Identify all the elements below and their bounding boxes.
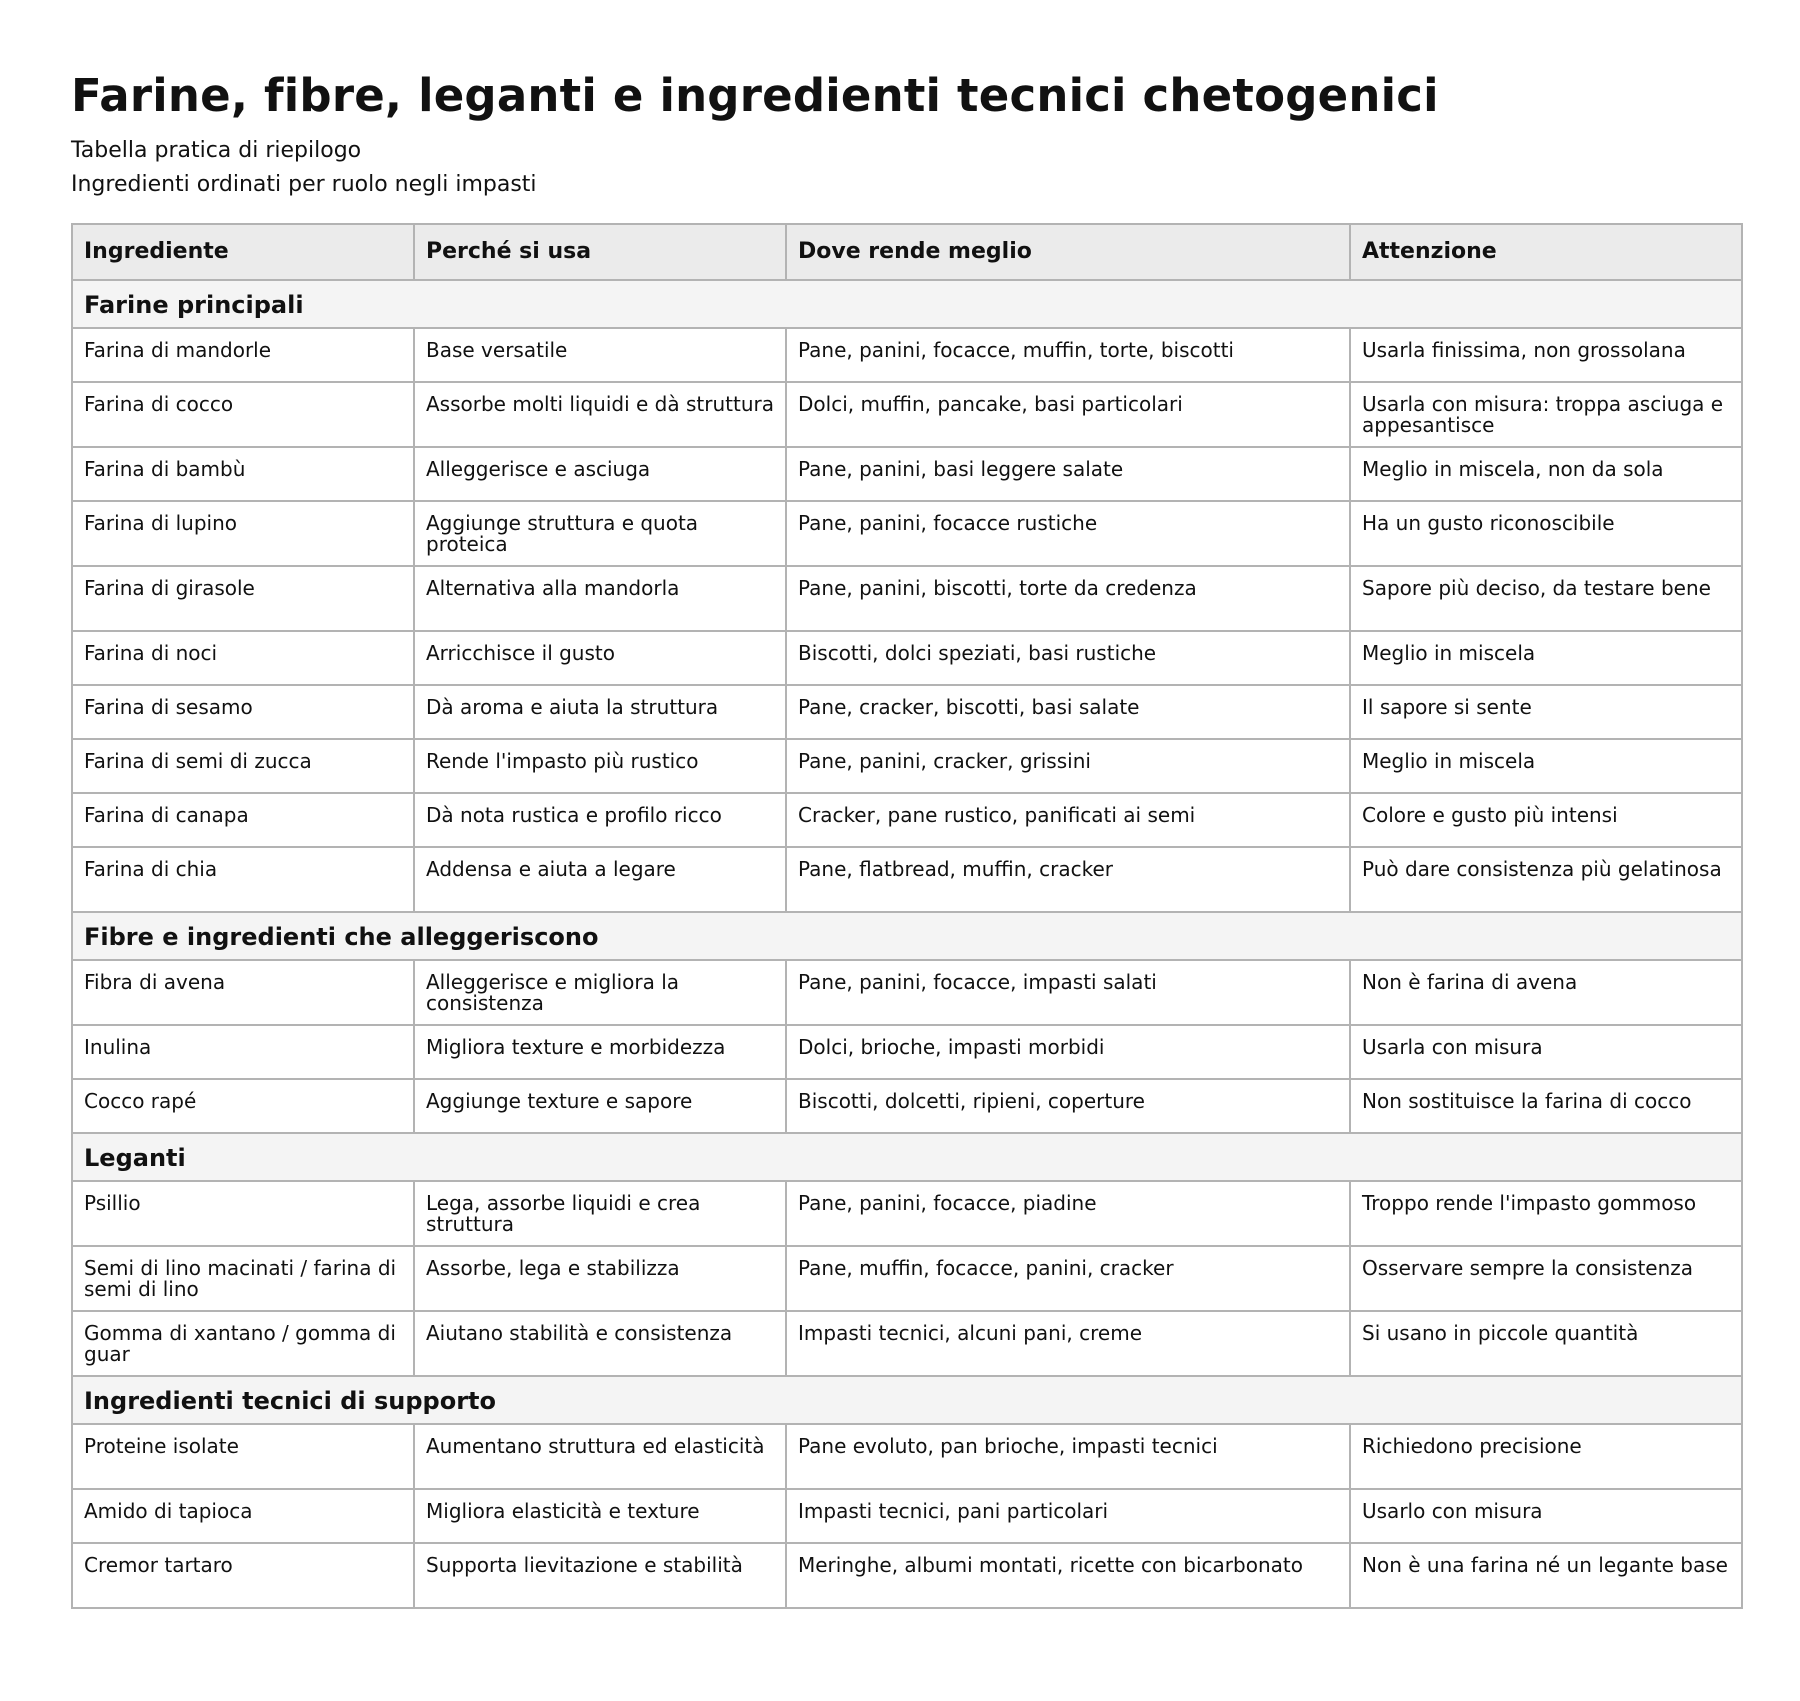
cell-attenzione: Può dare consistenza più gelatinosa bbox=[1350, 847, 1742, 912]
cell-ingrediente: Farina di chia bbox=[72, 847, 414, 912]
cell-perche-si-usa: Aggiunge struttura e quota proteica bbox=[414, 501, 786, 566]
cell-perche-si-usa: Addensa e aiuta a legare bbox=[414, 847, 786, 912]
cell-perche-si-usa: Lega, assorbe liquidi e crea struttura bbox=[414, 1181, 786, 1246]
cell-perche-si-usa: Assorbe molti liquidi e dà struttura bbox=[414, 382, 786, 447]
header-ingrediente: Ingrediente bbox=[72, 224, 414, 280]
table-row bbox=[72, 739, 1742, 793]
section-title: Leganti bbox=[72, 1133, 1742, 1181]
subtitle-line-1: Tabella pratica di riepilogo bbox=[71, 138, 362, 163]
table-row bbox=[72, 1543, 1742, 1608]
table-row bbox=[72, 1311, 1742, 1376]
cell-attenzione: Si usano in piccole quantità bbox=[1350, 1311, 1742, 1376]
table-row bbox=[72, 631, 1742, 685]
cell-dove-rende-meglio: Pane, panini, biscotti, torte da credenza bbox=[786, 566, 1350, 631]
cell-dove-rende-meglio: Pane evoluto, pan brioche, impasti tecnici bbox=[786, 1424, 1350, 1489]
cell-dove-rende-meglio: Impasti tecnici, alcuni pani, creme bbox=[786, 1311, 1350, 1376]
ingredients-table bbox=[71, 223, 1743, 1609]
cell-dove-rende-meglio: Pane, muffin, focacce, panini, cracker bbox=[786, 1246, 1350, 1311]
section-title: Fibre e ingredienti che alleggeriscono bbox=[72, 912, 1742, 960]
cell-ingrediente: Farina di noci bbox=[72, 631, 414, 685]
cell-ingrediente: Farina di bambù bbox=[72, 447, 414, 501]
cell-perche-si-usa: Alternativa alla mandorla bbox=[414, 566, 786, 631]
table-row bbox=[72, 382, 1742, 447]
section-row bbox=[72, 1133, 1742, 1181]
cell-ingrediente: Amido di tapioca bbox=[72, 1489, 414, 1543]
subtitle bbox=[71, 134, 1800, 202]
cell-ingrediente: Farina di girasole bbox=[72, 566, 414, 631]
section-title: Farine principali bbox=[72, 280, 1742, 328]
cell-dove-rende-meglio: Meringhe, albumi montati, ricette con bicarbonato bbox=[786, 1543, 1350, 1608]
cell-dove-rende-meglio: Pane, panini, focacce, piadine bbox=[786, 1181, 1350, 1246]
cell-attenzione: Usarla con misura bbox=[1350, 1025, 1742, 1079]
cell-attenzione: Ha un gusto riconoscibile bbox=[1350, 501, 1742, 566]
cell-dove-rende-meglio: Biscotti, dolcetti, ripieni, coperture bbox=[786, 1079, 1350, 1133]
cell-dove-rende-meglio: Pane, panini, cracker, grissini bbox=[786, 739, 1350, 793]
cell-ingrediente: Farina di semi di zucca bbox=[72, 739, 414, 793]
cell-perche-si-usa: Migliora elasticità e texture bbox=[414, 1489, 786, 1543]
cell-attenzione: Richiedono precisione bbox=[1350, 1424, 1742, 1489]
cell-attenzione: Non è farina di avena bbox=[1350, 960, 1742, 1025]
cell-attenzione: Troppo rende l'impasto gommoso bbox=[1350, 1181, 1742, 1246]
cell-attenzione: Usarlo con misura bbox=[1350, 1489, 1742, 1543]
cell-ingrediente: Farina di mandorle bbox=[72, 328, 414, 382]
cell-dove-rende-meglio: Pane, cracker, biscotti, basi salate bbox=[786, 685, 1350, 739]
cell-perche-si-usa: Migliora texture e morbidezza bbox=[414, 1025, 786, 1079]
cell-dove-rende-meglio: Impasti tecnici, pani particolari bbox=[786, 1489, 1350, 1543]
table-row bbox=[72, 1025, 1742, 1079]
table-body bbox=[72, 280, 1742, 1608]
cell-attenzione: Colore e gusto più intensi bbox=[1350, 793, 1742, 847]
cell-perche-si-usa: Alleggerisce e migliora la consistenza bbox=[414, 960, 786, 1025]
section-row bbox=[72, 280, 1742, 328]
table-row bbox=[72, 566, 1742, 631]
cell-ingrediente: Psillio bbox=[72, 1181, 414, 1246]
cell-attenzione: Usarla finissima, non grossolana bbox=[1350, 328, 1742, 382]
cell-perche-si-usa: Assorbe, lega e stabilizza bbox=[414, 1246, 786, 1311]
cell-attenzione: Non è una farina né un legante base bbox=[1350, 1543, 1742, 1608]
table-row bbox=[72, 685, 1742, 739]
cell-dove-rende-meglio: Pane, panini, focacce, muffin, torte, biscotti bbox=[786, 328, 1350, 382]
cell-attenzione: Usarla con misura: troppa asciuga e appesantisce bbox=[1350, 382, 1742, 447]
cell-dove-rende-meglio: Biscotti, dolci speziati, basi rustiche bbox=[786, 631, 1350, 685]
cell-ingrediente: Fibra di avena bbox=[72, 960, 414, 1025]
cell-perche-si-usa: Dà aroma e aiuta la struttura bbox=[414, 685, 786, 739]
cell-perche-si-usa: Aumentano struttura ed elasticità bbox=[414, 1424, 786, 1489]
cell-attenzione: Meglio in miscela bbox=[1350, 739, 1742, 793]
section-row bbox=[72, 1376, 1742, 1424]
cell-ingrediente: Inulina bbox=[72, 1025, 414, 1079]
table-header bbox=[72, 224, 1742, 280]
table-row bbox=[72, 1489, 1742, 1543]
table-row bbox=[72, 1424, 1742, 1489]
cell-perche-si-usa: Supporta lievitazione e stabilità bbox=[414, 1543, 786, 1608]
table-row bbox=[72, 793, 1742, 847]
section-row bbox=[72, 912, 1742, 960]
table-row bbox=[72, 328, 1742, 382]
cell-ingrediente: Semi di lino macinati / farina di semi di lino bbox=[72, 1246, 414, 1311]
cell-attenzione: Sapore più deciso, da testare bene bbox=[1350, 566, 1742, 631]
header-perche-si-usa: Perché si usa bbox=[414, 224, 786, 280]
header-dove-rende-meglio: Dove rende meglio bbox=[786, 224, 1350, 280]
cell-perche-si-usa: Dà nota rustica e profilo ricco bbox=[414, 793, 786, 847]
cell-attenzione: Non sostituisce la farina di cocco bbox=[1350, 1079, 1742, 1133]
subtitle-line-2: Ingredienti ordinati per ruolo negli impasti bbox=[71, 172, 537, 197]
table-row bbox=[72, 1246, 1742, 1311]
table-row bbox=[72, 960, 1742, 1025]
cell-perche-si-usa: Aiutano stabilità e consistenza bbox=[414, 1311, 786, 1376]
page-title: Farine, fibre, leganti e ingredienti tecnici chetogenici bbox=[71, 69, 1439, 122]
cell-attenzione: Osservare sempre la consistenza bbox=[1350, 1246, 1742, 1311]
table-row bbox=[72, 1181, 1742, 1246]
cell-ingrediente: Cremor tartaro bbox=[72, 1543, 414, 1608]
cell-ingrediente: Farina di sesamo bbox=[72, 685, 414, 739]
cell-perche-si-usa: Rende l'impasto più rustico bbox=[414, 739, 786, 793]
cell-dove-rende-meglio: Dolci, brioche, impasti morbidi bbox=[786, 1025, 1350, 1079]
cell-dove-rende-meglio: Pane, panini, focacce, impasti salati bbox=[786, 960, 1350, 1025]
cell-ingrediente: Farina di lupino bbox=[72, 501, 414, 566]
cell-ingrediente: Farina di cocco bbox=[72, 382, 414, 447]
cell-ingrediente: Gomma di xantano / gomma di guar bbox=[72, 1311, 414, 1376]
cell-dove-rende-meglio: Pane, flatbread, muffin, cracker bbox=[786, 847, 1350, 912]
cell-perche-si-usa: Alleggerisce e asciuga bbox=[414, 447, 786, 501]
cell-ingrediente: Farina di canapa bbox=[72, 793, 414, 847]
cell-dove-rende-meglio: Cracker, pane rustico, panificati ai semi bbox=[786, 793, 1350, 847]
cell-ingrediente: Proteine isolate bbox=[72, 1424, 414, 1489]
table-row bbox=[72, 501, 1742, 566]
cell-perche-si-usa: Base versatile bbox=[414, 328, 786, 382]
section-title: Ingredienti tecnici di supporto bbox=[72, 1376, 1742, 1424]
cell-dove-rende-meglio: Pane, panini, basi leggere salate bbox=[786, 447, 1350, 501]
cell-attenzione: Meglio in miscela bbox=[1350, 631, 1742, 685]
table-row bbox=[72, 447, 1742, 501]
cell-perche-si-usa: Arricchisce il gusto bbox=[414, 631, 786, 685]
header-attenzione: Attenzione bbox=[1350, 224, 1742, 280]
table-row bbox=[72, 847, 1742, 912]
header-row bbox=[72, 224, 1742, 280]
cell-attenzione: Il sapore si sente bbox=[1350, 685, 1742, 739]
cell-dove-rende-meglio: Dolci, muffin, pancake, basi particolari bbox=[786, 382, 1350, 447]
cell-dove-rende-meglio: Pane, panini, focacce rustiche bbox=[786, 501, 1350, 566]
cell-attenzione: Meglio in miscela, non da sola bbox=[1350, 447, 1742, 501]
cell-perche-si-usa: Aggiunge texture e sapore bbox=[414, 1079, 786, 1133]
table-row bbox=[72, 1079, 1742, 1133]
cell-ingrediente: Cocco rapé bbox=[72, 1079, 414, 1133]
